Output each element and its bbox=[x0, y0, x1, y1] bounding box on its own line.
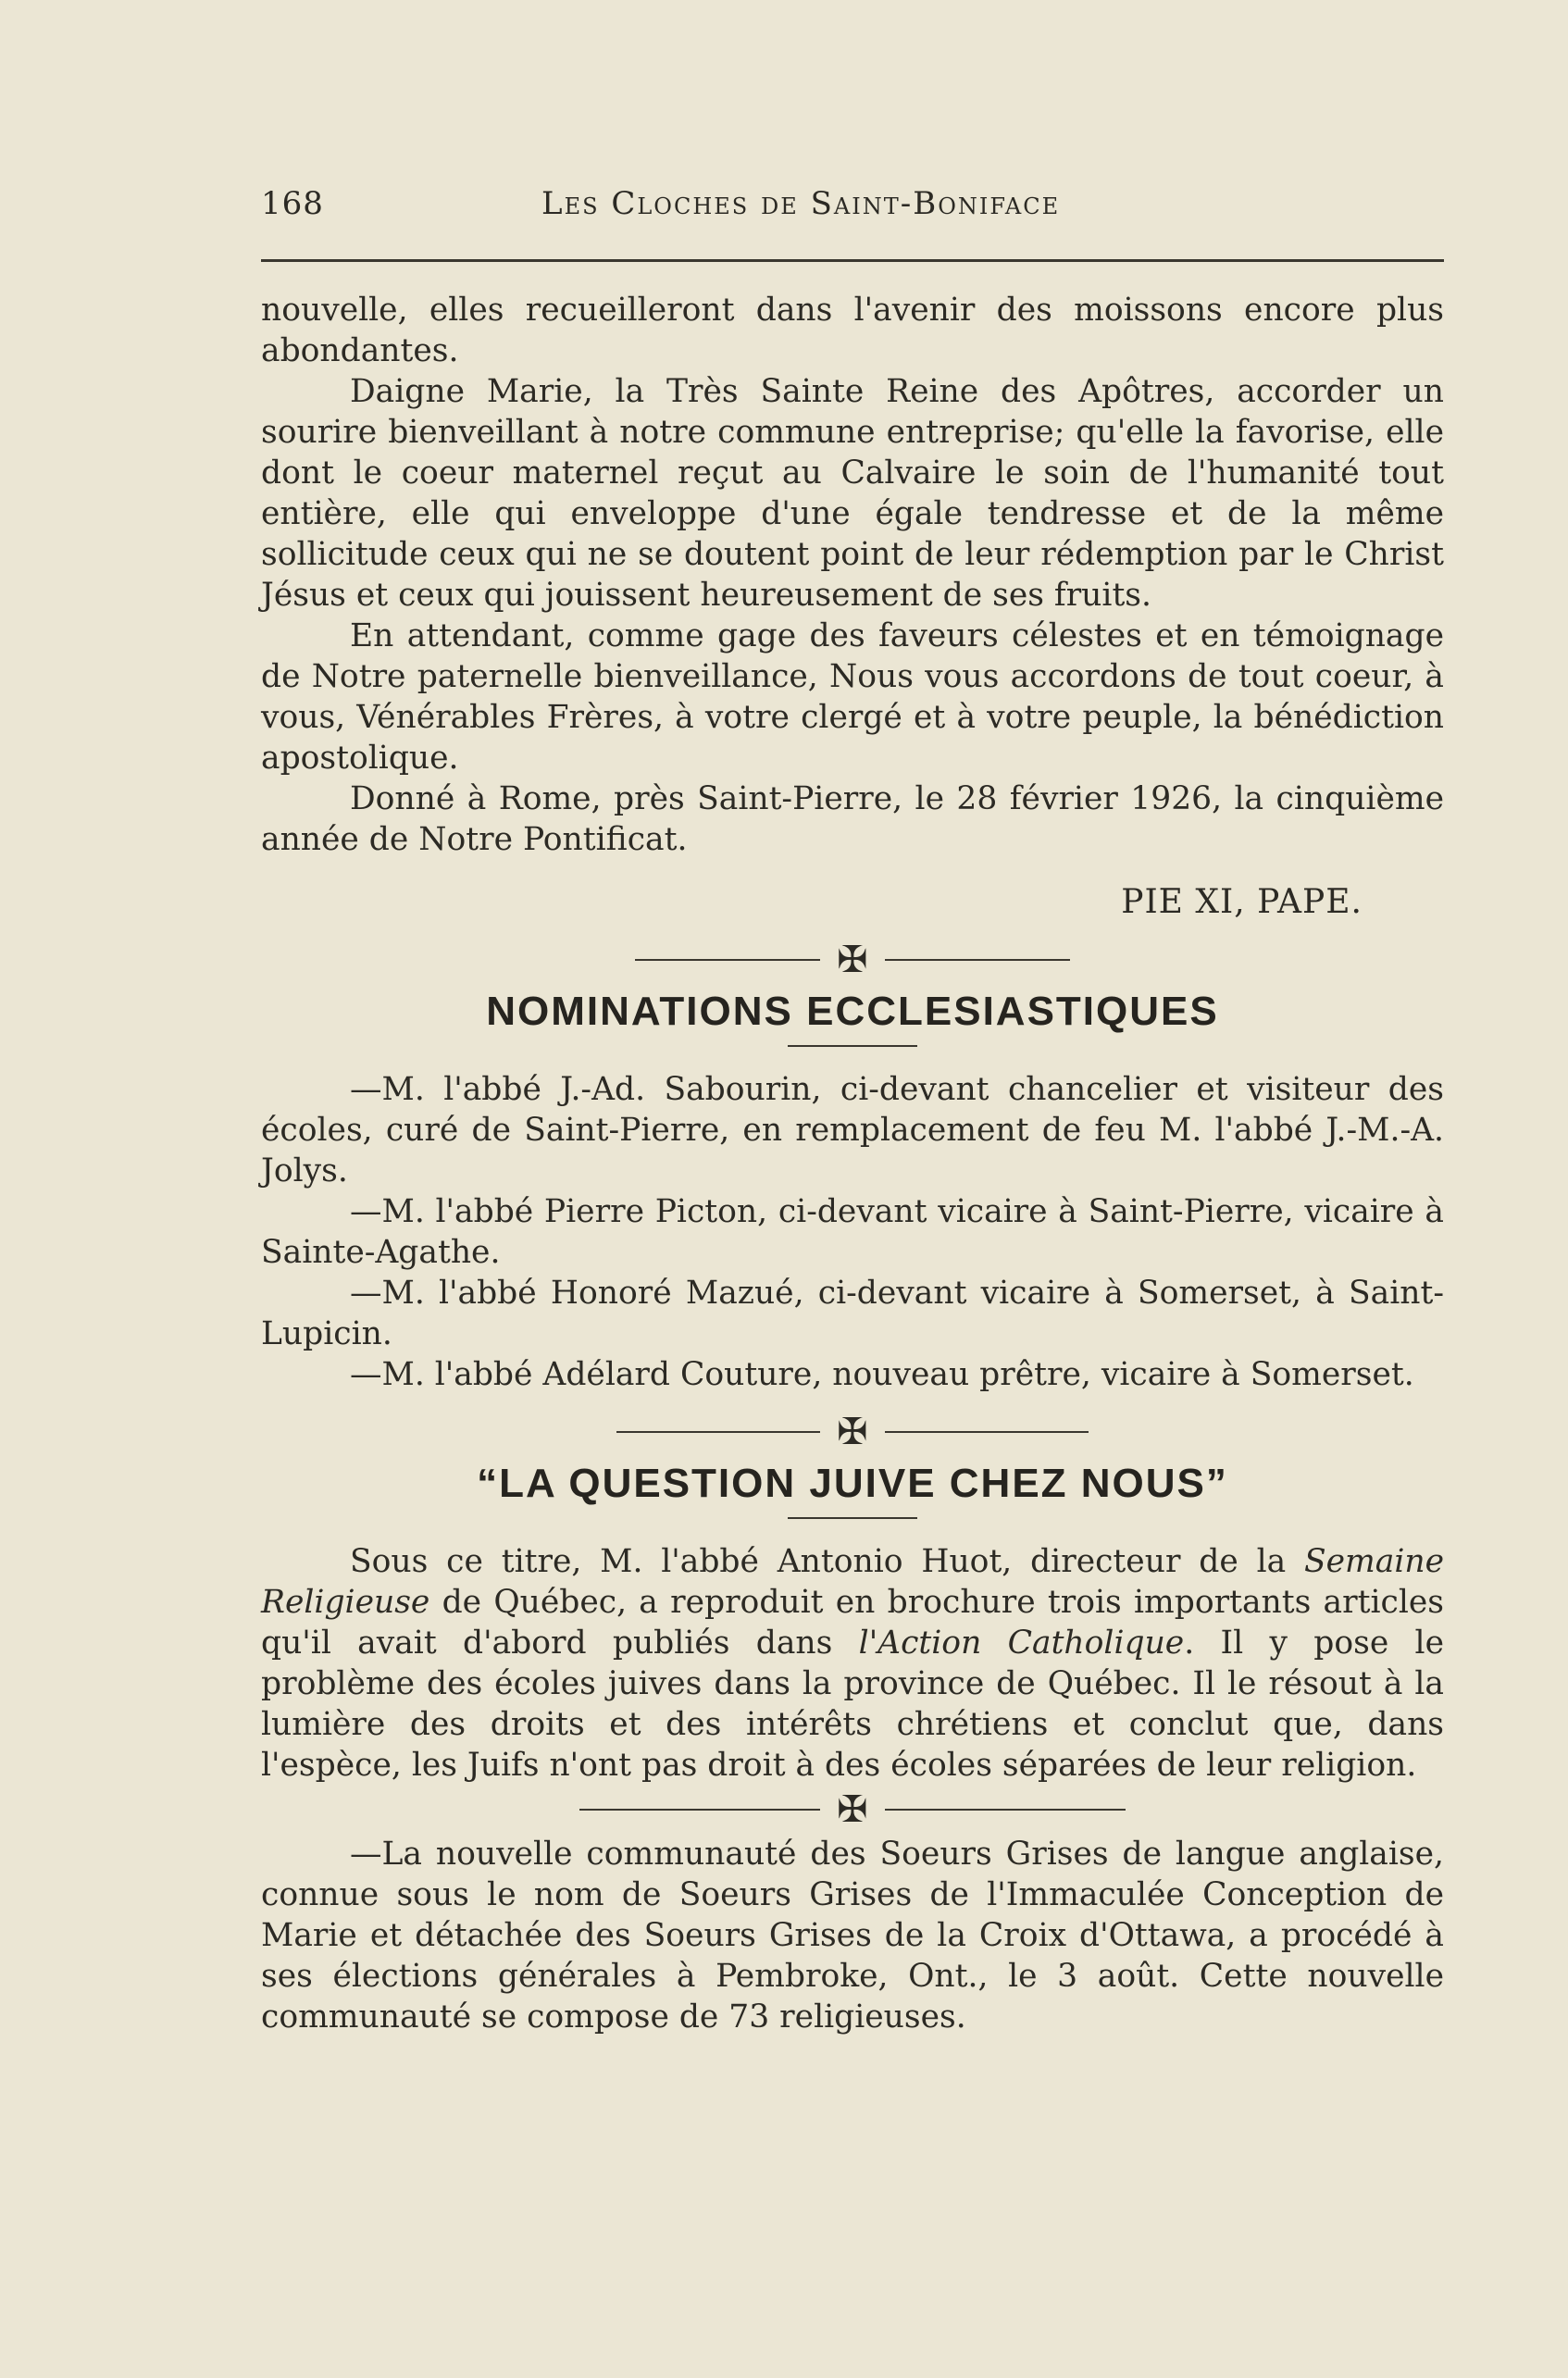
papal-signature: PIE XI, PAPE. bbox=[1121, 883, 1363, 921]
page-number: 168 bbox=[261, 185, 324, 222]
nomination-item: —M. l'abbé Pierre Picton, ci-devant vicaire à Saint-Pierre, vicaire à Sainte-Agathe. bbox=[261, 1193, 1444, 1271]
journal-title: Les Cloches de Saint-Boniface bbox=[541, 185, 1061, 222]
page bbox=[261, 185, 1444, 2037]
nomination-item: —M. l'abbé J.-Ad. Sabourin, ci-devant chancelier et visiteur des écoles, curé de Saint-Pierre, en remplacement de feu M. l'abbé J.-M.-A. Jolys. bbox=[261, 1071, 1444, 1189]
letter-paragraph-3: En attendant, comme gage des faveurs célestes et en témoignage de Notre paternelle bienveillance, Nous vous accordons de tout coeur, à vous, Vénérables Frères, à votre clergé et à votre peuple, la bénédiction apostolique. bbox=[261, 617, 1444, 777]
section-divider bbox=[261, 1412, 1444, 1452]
divider-line bbox=[635, 959, 820, 961]
letter-paragraph-2: Daigne Marie, la Très Sainte Reine des Apôtres, accorder un sourire bienveillant à notre commune entreprise; qu'elle la favorise, elle dont le coeur maternel reçut au Calvaire le soin de l'humanité tout entière, elle qui enveloppe d'une égale tendresse et de la même sollicitude ceux qui ne se doutent point de leur rédemption par le Christ Jésus et ceux qui jouissent heureusement de ses fruits. bbox=[261, 373, 1444, 614]
divider-line bbox=[579, 1809, 820, 1811]
nomination-item: —M. l'abbé Adélard Couture, nouveau prêtre, vicaire à Somerset. bbox=[350, 1356, 1414, 1393]
question-juive-paragraph bbox=[261, 1541, 1444, 1786]
cross-icon: ✠ bbox=[837, 1411, 868, 1453]
header-rule bbox=[261, 259, 1444, 262]
running-head bbox=[261, 185, 1444, 231]
divider-line bbox=[616, 1431, 820, 1433]
nomination-item: —M. l'abbé Honoré Mazué, ci-devant vicaire à Somerset, à Saint-Lupicin. bbox=[261, 1275, 1444, 1352]
letter-paragraph-4: Donné à Rome, près Saint-Pierre, le 28 février 1926, la cinquième année de Notre Pontificat. bbox=[261, 780, 1444, 858]
soeurs-grises-paragraph: —La nouvelle communauté des Soeurs Grises de langue anglaise, connue sous le nom de Soeurs Grises de l'Immaculée Conception de Marie et détachée des Soeurs Grises de la Croix d'Ottawa, a procédé à ses élections générales à Pembroke, Ont., le 3 août. Cette nouvelle communauté se compose de 73 religieuses. bbox=[261, 1836, 1444, 2036]
paragraph-text: . Il y pose le problème des écoles juives dans la province de Québec. Il le résout à la lumière des droits et des intérêts chrétiens et conclut que, dans l'espèce, les Juifs n'ont pas droit à des écoles séparées de leur religion. bbox=[261, 1625, 1444, 1784]
section-divider bbox=[261, 940, 1444, 980]
cross-icon: ✠ bbox=[837, 1788, 868, 1831]
divider-line bbox=[885, 959, 1070, 961]
heading-underline bbox=[788, 1045, 917, 1047]
section-divider bbox=[261, 1789, 1444, 1830]
paragraph-text: Sous ce titre, M. l'abbé Antonio Huot, directeur de la bbox=[350, 1543, 1304, 1580]
publication-title: l'Action Catholique bbox=[858, 1625, 1185, 1662]
letter-paragraph-1: nouvelle, elles recueilleront dans l'avenir des moissons encore plus abondantes. bbox=[261, 292, 1444, 369]
divider-line bbox=[885, 1809, 1126, 1811]
nominations-heading: NOMINATIONS ECCLESIASTIQUES bbox=[486, 989, 1219, 1034]
divider-line bbox=[885, 1431, 1089, 1433]
paragraph-text: de Québec, a reproduit en brochure trois importants articles qu'il avait d'abord publiés dans bbox=[261, 1584, 1444, 1662]
publication-title: Semaine Religieuse bbox=[261, 1543, 1444, 1621]
cross-icon: ✠ bbox=[837, 939, 868, 981]
question-juive-heading: “LA QUESTION JUIVE CHEZ NOUS” bbox=[477, 1461, 1228, 1506]
heading-underline bbox=[788, 1517, 917, 1519]
